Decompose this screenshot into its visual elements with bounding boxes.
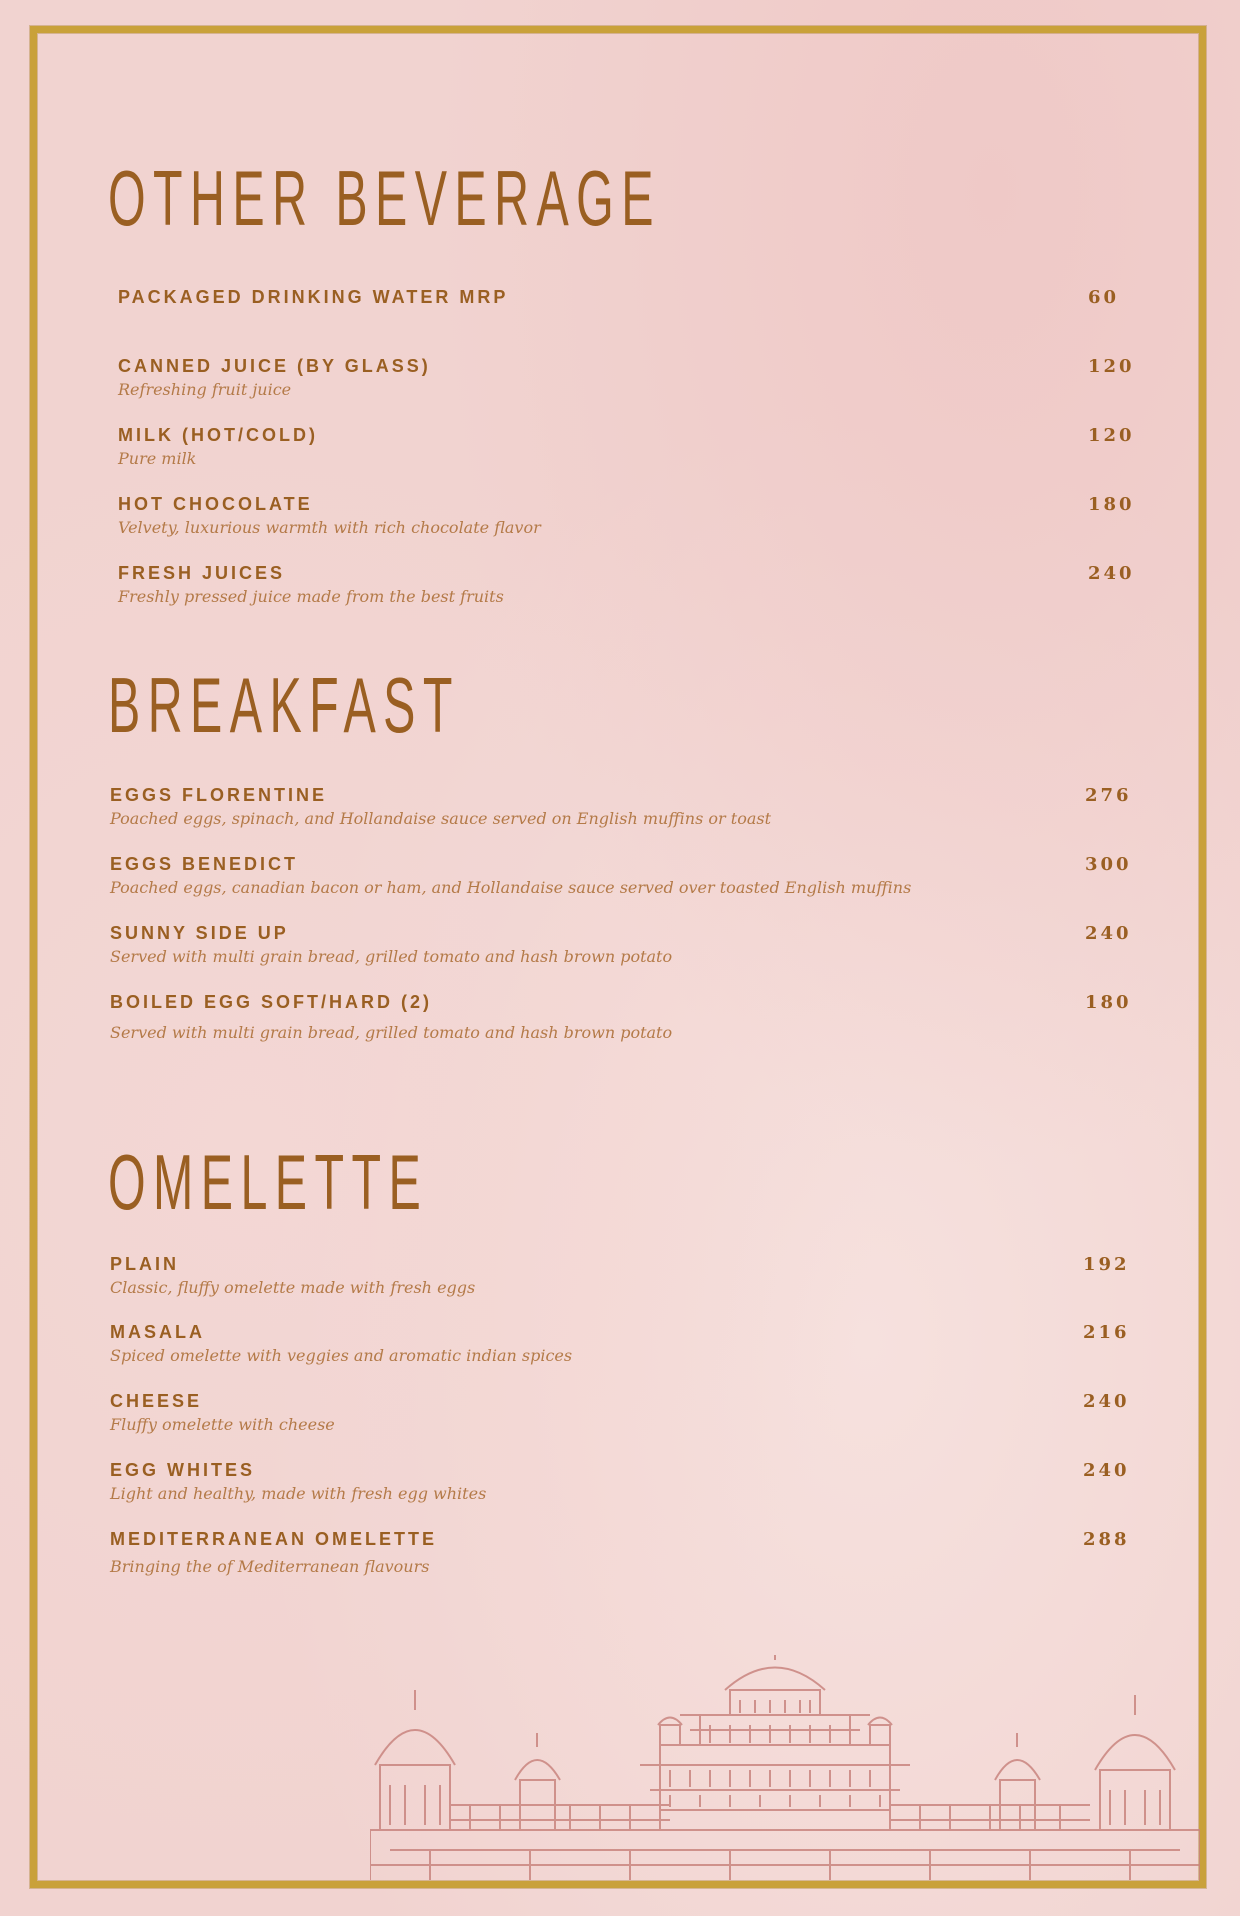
item-name: PACKAGED DRINKING WATER MRP (118, 287, 509, 307)
item-name: MEDITERRANEAN OMELETTE (110, 1529, 437, 1549)
section-title-other-beverage: OTHER BEVERAGE (108, 154, 661, 242)
menu-item (110, 1391, 1170, 1434)
item-name: MILK (HOT/COLD) (118, 425, 318, 445)
item-description: Pure milk (118, 449, 197, 468)
item-description: Spiced omelette with veggies and aromatic indian spices (110, 1346, 573, 1365)
item-price: 120 (1088, 425, 1135, 446)
item-description: Refreshing fruit juice (118, 380, 292, 399)
item-description: Poached eggs, canadian bacon or ham, and Hollandaise sauce served over toasted English muffins (110, 878, 912, 897)
menu-item (110, 1529, 1170, 1576)
item-name: BOILED EGG SOFT/HARD (2) (110, 992, 433, 1012)
menu-item (110, 785, 1170, 828)
item-name: EGGS FLORENTINE (110, 785, 328, 805)
item-price: 240 (1088, 563, 1135, 584)
section-title-omelette: OMELETTE (108, 1138, 429, 1226)
item-name: MASALA (110, 1322, 205, 1342)
item-description: Classic, fluffy omelette made with fresh eggs (110, 1278, 476, 1297)
item-name: SUNNY SIDE UP (110, 923, 289, 943)
menu-item (110, 1460, 1170, 1503)
item-description: Velvety, luxurious warmth with rich chocolate flavor (118, 518, 541, 537)
item-name: CHEESE (110, 1391, 203, 1411)
item-description: Light and healthy, made with fresh egg whites (110, 1484, 487, 1503)
item-name: PLAIN (110, 1254, 179, 1274)
item-description: Served with multi grain bread, grilled tomato and hash brown potato (110, 947, 673, 966)
item-name: EGG WHITES (110, 1460, 256, 1480)
item-name: FRESH JUICES (118, 563, 286, 583)
section-title-breakfast: BREAKFAST (108, 661, 460, 749)
menu-item (110, 854, 1170, 897)
item-name: EGGS BENEDICT (110, 854, 299, 874)
menu-item (110, 923, 1170, 966)
menu-item (110, 1322, 1170, 1365)
item-price: 192 (1083, 1254, 1130, 1275)
item-name: HOT CHOCOLATE (118, 494, 313, 514)
menu-item (118, 563, 1178, 606)
menu-item (118, 287, 1178, 308)
item-price: 240 (1083, 1391, 1130, 1412)
palace-sketch-illustration (370, 1655, 1200, 1880)
item-description: Fluffy omelette with cheese (110, 1415, 335, 1434)
menu-item (118, 356, 1178, 399)
item-price: 216 (1083, 1322, 1130, 1343)
item-price: 240 (1083, 1460, 1130, 1481)
item-price: 180 (1085, 992, 1132, 1013)
item-description: Freshly pressed juice made from the best fruits (118, 587, 504, 606)
item-price: 288 (1083, 1529, 1130, 1550)
item-price: 120 (1088, 356, 1135, 377)
item-name: CANNED JUICE (BY GLASS) (118, 356, 431, 376)
item-description: Bringing the of Mediterranean flavours (110, 1557, 430, 1576)
menu-item (110, 992, 1170, 1042)
item-price: 60 (1088, 287, 1120, 308)
item-description: Served with multi grain bread, grilled tomato and hash brown potato (110, 1023, 673, 1042)
menu-item (118, 425, 1178, 468)
menu-item (118, 494, 1178, 537)
item-price: 276 (1085, 785, 1132, 806)
item-price: 240 (1085, 923, 1132, 944)
item-price: 180 (1088, 494, 1135, 515)
menu-item (110, 1254, 1170, 1297)
item-description: Poached eggs, spinach, and Hollandaise sauce served on English muffins or toast (110, 809, 771, 828)
item-price: 300 (1085, 854, 1132, 875)
